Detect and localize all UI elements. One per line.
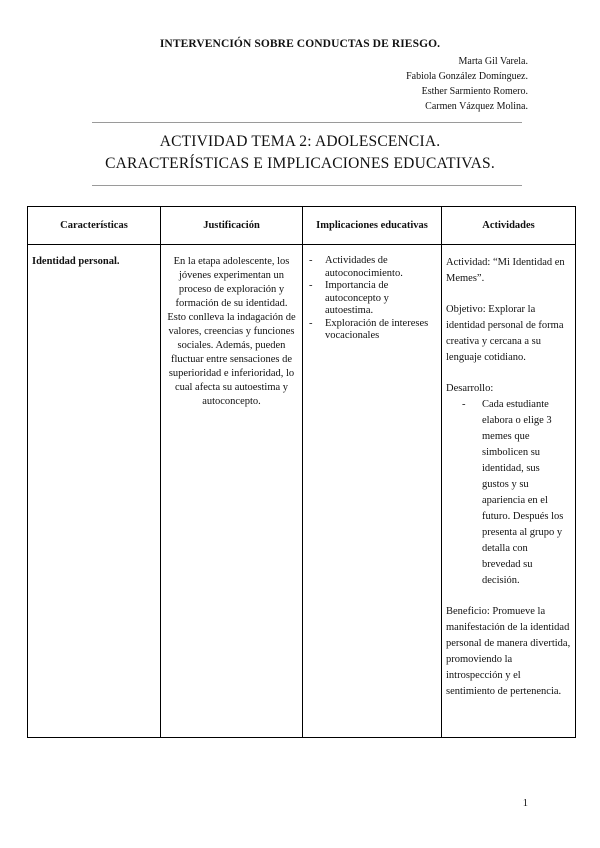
activity-table [27,206,576,738]
actividad-desarrollo-item: - Cada estudiante elabora o elige 3 memes que simbolicen su identidad, sus gustos y su apariencia en el futuro. Después los presenta al grupo y detalla con brevedad su decisión. [446,397,571,589]
actividad-desarrollo-label: Desarrollo: [446,383,494,394]
cell-implicaciones [303,245,442,738]
header-justificacion: Justificación [161,207,303,245]
table-header-row [28,207,576,245]
top-divider [92,122,522,123]
activity-title-line1: ACTIVIDAD TEMA 2: ADOLESCENCIA. [159,133,441,150]
author-list [406,54,528,114]
list-item: - Actividades de autoconocimiento. [307,255,437,280]
list-item: - Exploración de intereses vocacionales [307,318,437,343]
actividad-objetivo: Objetivo: Explorar la identidad personal de forma creativa y cercana a su lenguaje cotidiano. [446,304,564,363]
page-number: 1 [522,798,528,809]
list-item: - Importancia de autoconcepto y autoestima. [307,280,437,318]
header-actividades: Actividades [442,207,576,245]
activity-title-line2: CARACTERÍSTICAS E IMPLICACIONES EDUCATIVAS. [105,155,495,172]
cell-caracteristica: Identidad personal. [28,245,161,738]
cell-justificacion: En la etapa adolescente, los jóvenes experimentan un proceso de exploración y formación de su identidad. Esto conlleva la indagación de valores, creencias y funciones sociales. Además, pueden fluctuar entre sensaciones de superioridad e inferioridad, lo cual afecta su autoestima y autoconcepto. [161,245,303,738]
table-row [28,245,576,738]
actividad-nombre: Actividad: “Mi Identidad en Memes”. [446,257,565,284]
author-name: Esther Sarmiento Romero. [421,86,528,97]
author-name: Fabiola González Domínguez. [406,71,528,82]
header-caracteristicas: Características [28,207,161,245]
author-name: Marta Gil Varela. [458,56,528,67]
bottom-divider [92,185,522,186]
implicaciones-list [307,255,437,343]
author-name: Carmen Vázquez Molina. [425,101,528,112]
activity-title [0,131,600,175]
cell-actividad [442,245,576,738]
activity-table-container [27,206,575,738]
actividad-beneficio: Beneficio: Promueve la manifestación de la identidad personal de manera divertida, promoviendo la introspección y el sentimiento de pertenencia. [446,606,571,697]
document-title: INTERVENCIÓN SOBRE CONDUCTAS DE RIESGO. [159,38,441,50]
header-implicaciones: Implicaciones educativas [303,207,442,245]
